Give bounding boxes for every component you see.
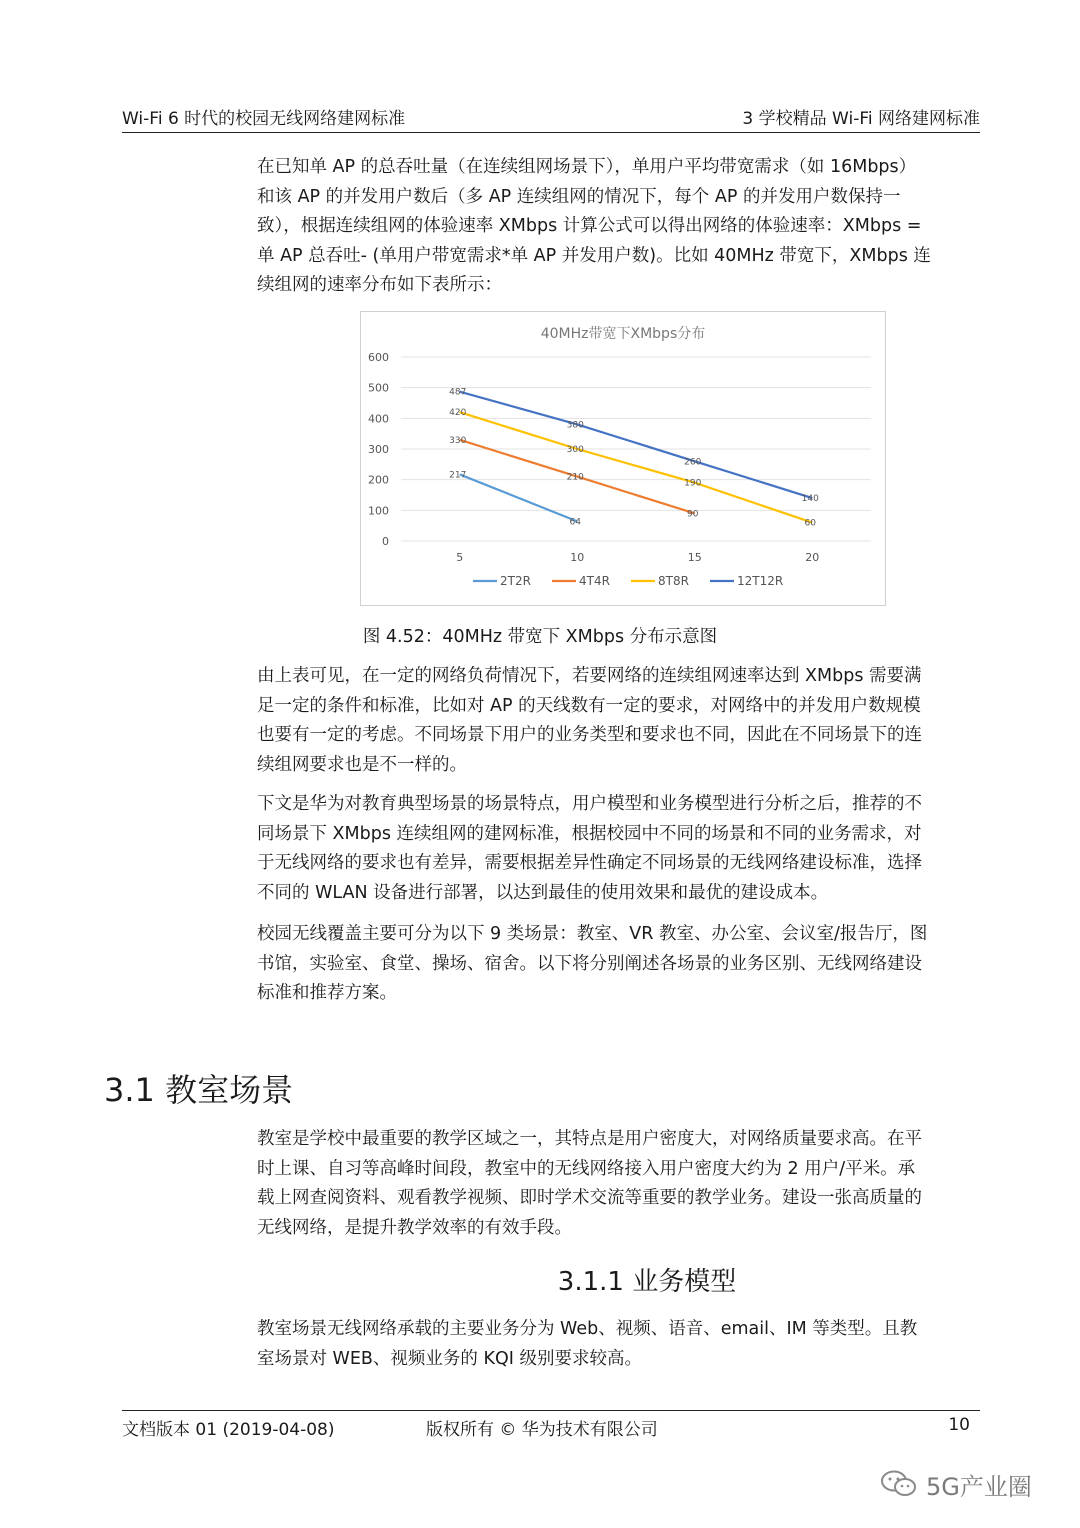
para-line: 致），根据连续组网的体验速率 XMbps 计算公式可以得出网络的体验速率：XMbps = xyxy=(257,216,922,236)
para-line: 下文是华为对教育典型场景的场景特点，用户模型和业务模型进行分析之后，推荐的不 xyxy=(257,794,922,814)
x-tick-label: 20 xyxy=(805,551,820,564)
para-line: 教室场景无线网络承载的主要业务分为 Web、视频、语音、email、IM 等类型。且教 xyxy=(257,1319,918,1339)
para-line: 于无线网络的要求也有差异，需要根据差异性确定不同场景的无线网络建设标准，选择 xyxy=(257,853,922,873)
data-label: 300 xyxy=(566,445,584,455)
series-line-12T12R xyxy=(460,392,813,498)
x-tick-label: 15 xyxy=(687,551,702,564)
data-label: 420 xyxy=(449,408,467,419)
y-tick-label: 0 xyxy=(382,535,389,548)
para-line: 单 AP 总吞吐- (单用户带宽需求*单 AP 并发用户数)。比如 40MHz 带宽下，XMbps 连 xyxy=(257,245,931,266)
data-label: 190 xyxy=(684,478,702,489)
page-header xyxy=(122,100,980,133)
paragraph-2 xyxy=(257,662,982,780)
footer-copyright: 版权所有 © 华为技术有限公司 xyxy=(426,1420,658,1440)
data-label: 260 xyxy=(684,457,702,468)
para-line: 足一定的条件和标准，比如对 AP 的天线数有一定的要求，对网络中的并发用户数规模 xyxy=(257,695,921,716)
para-line: 标准和推荐方案。 xyxy=(257,983,397,1003)
legend-label: 2T2R xyxy=(500,574,531,588)
para-line: 室场景对 WEB、视频业务的 KQI 级别要求较高。 xyxy=(257,1348,642,1369)
y-tick-label: 400 xyxy=(368,412,389,426)
para-line: 不同的 WLAN 设备进行部署，以达到最佳的使用效果和最优的建设成本。 xyxy=(257,882,829,903)
legend-label: 4T4R xyxy=(579,574,610,588)
data-label: 217 xyxy=(449,470,467,481)
para-line: 续组网要求也是不一样的。 xyxy=(257,754,467,775)
legend-label: 12T12R xyxy=(737,574,784,588)
para-line: 也要有一定的考虑。不同场景下用户的业务类型和要求也不同，因此在不同场景下的连 xyxy=(257,725,922,745)
series-line-2T2R xyxy=(460,474,578,521)
para-line: 无线网络，是提升教学效率的有效手段。 xyxy=(257,1217,572,1238)
y-tick-label: 600 xyxy=(368,351,389,364)
line-chart xyxy=(361,312,885,605)
footer-version: 文档版本 01 (2019-04-08) xyxy=(122,1420,335,1440)
data-label: 60 xyxy=(804,518,816,529)
paragraph-1 xyxy=(257,153,982,301)
para-line: 书馆，实验室、食堂、操场、宿舍。以下将分别阐述各场景的业务区别、无线网络建设 xyxy=(257,953,922,974)
x-tick-label: 10 xyxy=(570,551,585,564)
y-tick-label: 200 xyxy=(368,473,389,487)
header-right: 3 学校精品 Wi-Fi 网络建网标准 xyxy=(742,109,980,129)
data-label: 140 xyxy=(801,494,819,505)
series-line-8T8R xyxy=(460,412,813,522)
watermark-text: 5G产业圈 xyxy=(926,1472,1032,1501)
para-line: 在已知单 AP 的总吞吐量（在连续组网场景下），单用户平均带宽需求（如 16Mbps） xyxy=(257,157,917,177)
y-tick-label: 300 xyxy=(368,443,389,456)
wechat-icon xyxy=(880,1469,918,1499)
para-line: 由上表可见，在一定的网络负荷情况下，若要网络的连续组网速率达到 XMbps 需要满 xyxy=(257,666,922,686)
y-tick-label: 100 xyxy=(368,504,389,518)
para-line: 校园无线覆盖主要可分为以下 9 类场景：教室、VR 教室、办公室、会议室/报告厅，图 xyxy=(257,924,928,944)
section-heading: 3.1 教室场景 xyxy=(104,1071,294,1109)
para-line: 和该 AP 的并发用户数后（多 AP 连续组网的情况下，每个 AP 的并发用户数保持一 xyxy=(257,186,901,207)
data-label: 487 xyxy=(449,387,467,398)
data-label: 90 xyxy=(687,509,699,520)
y-tick-label: 500 xyxy=(368,381,389,395)
chart-container xyxy=(360,311,886,606)
paragraph-3 xyxy=(257,790,982,908)
paragraph-4 xyxy=(257,920,982,1009)
header-left: Wi-Fi 6 时代的校园无线网络建网标准 xyxy=(122,109,406,129)
x-tick-label: 5 xyxy=(456,551,464,564)
chart-title: 40MHz带宽下XMbps分布 xyxy=(540,326,706,342)
para-line: 时上课、自习等高峰时间段，教室中的无线网络接入用户密度大约为 2 用户/平米。承 xyxy=(257,1158,916,1179)
data-label: 210 xyxy=(566,472,584,483)
para-line: 续组网的速率分布如下表所示： xyxy=(257,275,502,295)
page-footer xyxy=(122,1410,980,1445)
watermark xyxy=(880,1466,1032,1502)
paragraph-6 xyxy=(257,1315,982,1374)
data-label: 380 xyxy=(566,420,584,431)
subsection-heading: 3.1.1 业务模型 xyxy=(557,1267,737,1297)
para-line: 载上网查阅资料、观看教学视频、即时学术交流等重要的教学业务。建设一张高质量的 xyxy=(257,1188,922,1208)
data-label: 330 xyxy=(449,435,467,446)
para-line: 同场景下 XMbps 连续组网的建网标准，根据校园中不同的场景和不同的业务需求，对 xyxy=(257,823,922,844)
page-number: 10 xyxy=(948,1415,970,1435)
para-line: 教室是学校中最重要的教学区域之一，其特点是用户密度大，对网络质量要求高。在平 xyxy=(257,1129,922,1149)
paragraph-5 xyxy=(257,1125,982,1243)
figure-caption: 图 4.52：40MHz 带宽下 XMbps 分布示意图 xyxy=(362,627,718,647)
legend-label: 8T8R xyxy=(658,574,689,588)
data-label: 64 xyxy=(569,517,581,528)
